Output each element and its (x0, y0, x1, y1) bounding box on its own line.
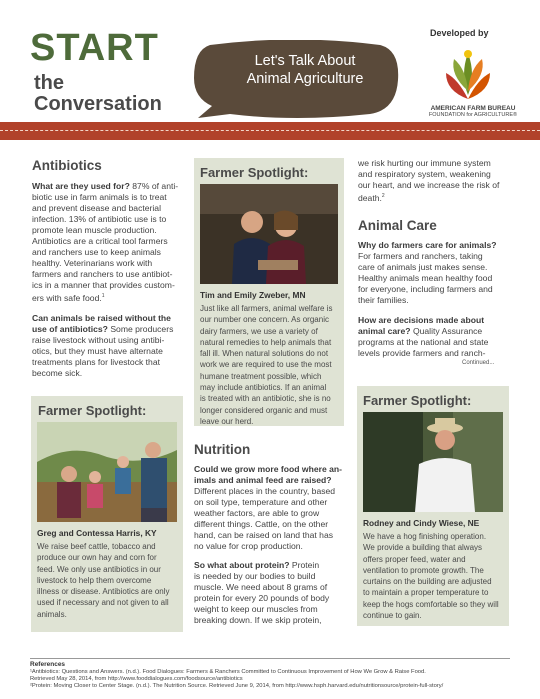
animal-care-q2: How are decisions made about (358, 315, 485, 325)
antibiotics-q1: What are they used for? (32, 181, 130, 191)
conversation-title: Conversation (34, 93, 162, 115)
animal-care-text: Why do farmers care for animals? For farmers and ranchers, taking care of animals just makes sense. Healthy animals mean healthy food for everyone, including farmers and their families. How are decisions made about animal care? Quality Assurance programs at the national and state levels provide farmers and ranch- (358, 240, 518, 359)
harris-family-photo (37, 422, 177, 522)
developed-by-label: Developed by (430, 28, 489, 38)
references-list: ¹Antibiotics: Questions and Answers. (n.d.). Food Dialogues: Farmers & Ranchers Committed to Continuous Improvement of How We Grow & Raise Food. Retrieved May 28, 2014, from http://www.fooddialogues.com/foodsource/antibiotics ²Protein: Moving Closer to Center Stage. (n.d.). The Nutrition Source. Retrieved June 9, 2014, from http://www.hsph.harvard.edu/nutritionsource/protein-full-story/ (30, 669, 444, 689)
antibiotics-q2: Can animals be raised without the (32, 312, 171, 323)
nutrition-q1-line2: imals and animal feed are raised? (194, 475, 332, 485)
zweber-family-photo (200, 184, 338, 284)
nutrition-text: Could we grow more food where an- imals and animal feed are raised? Different places in the country, based on soil type, temperature and other weather factors, are able to grow different things. Cattle, on the other hand, can be raised on land that has no value for crop production. So what about protein? Protein is needed by our bodies to build muscle. We need about 8 grams of protein for every 20 pounds of body weight to keep our muscles from breaking down. If we skip protein, (194, 464, 346, 626)
spotlight-wiese-text: We have a hog finishing operation. We provide a building that always offers proper feed, water and ventilation to promote growth. The curtains on the building are adjusted to maintain a proper temperature to keep the hogs comfortable so they will continue to gain. (363, 532, 499, 621)
spotlight-zweber-text: Just like all farmers, animal welfare is our number one concern. As organic dairy farmers, we use a variety of natural remedies to help animals that fall ill. When natural solutions do not work we are required to use the most humane treatment possible, which may include antibiotics. If an animal is treated with an antibiotic, she is no longer considered organic and must leave our herd. (200, 304, 333, 426)
start-title: START (30, 27, 159, 69)
bubble-line-2: Animal Agriculture (246, 71, 364, 87)
spotlight-harris-title: Farmer Spotlight: (38, 403, 147, 418)
antibiotics-text: What are they used for? 87% of anti- biotic use in farm animals is to treat and prevent disease and bacterial infection. 13% of antibiotic use is to promote lean muscle production. Antibiotics are a critical tool farmers and ranchers use to keep animals healthy. Veterinarians work with farmers and ranchers to use antibiot- ics in a manner that provides custom- ers with safe food.$^1$ Can animals be raised without the use of antibiotics? Some producers raise livestock without using antibi- otics, but they must have alternate treatments plans for livestock that become sick. (32, 181, 182, 379)
nutrition-q2: So what about protein? (194, 560, 290, 570)
antibiotics-heading: Antibiotics (32, 158, 102, 173)
spotlight-harris-text: We raise beef cattle, tobacco and produce our own hay and corn for feed. We only use antibiotics in our livestock to help them overcome illness or disease. Antibiotics are only used if necessary and not given to all animals. (37, 542, 170, 619)
spotlight-wiese-caption: Rodney and Cindy Wiese, NE (363, 518, 480, 528)
wiese-farmer-photo (363, 412, 503, 512)
spotlight-wiese-title: Farmer Spotlight: (363, 393, 472, 408)
header-band-stitch (0, 130, 540, 131)
farm-bureau-logo-icon (440, 45, 496, 101)
spotlight-harris-caption: Greg and Contessa Harris, KY (37, 528, 157, 538)
references-heading: References (30, 661, 66, 668)
the-title: the (34, 72, 64, 94)
header-band (0, 122, 540, 140)
nutrition-heading: Nutrition (194, 442, 251, 457)
bubble-text (220, 52, 390, 88)
bubble-line-1: Let's Talk About (254, 53, 356, 69)
animal-care-heading: Animal Care (358, 218, 437, 233)
protein-continued-text: we risk hurting our immune system and respiratory system, weakening our heart, and we increase the risk of death.$^2$ (358, 158, 500, 203)
references-divider (30, 658, 510, 659)
logo-org-text: AMERICAN FARM BUREAU (430, 105, 516, 112)
logo-sub-text: FOUNDATION for AGRICULTURE® (428, 112, 518, 118)
spotlight-zweber-caption: Tim and Emily Zweber, MN (200, 290, 306, 300)
continued-label: Continued... (462, 360, 495, 366)
animal-care-q1: Why do farmers care for animals? (358, 240, 497, 250)
nutrition-q1-line1: Could we grow more food where an- (194, 464, 343, 474)
spotlight-zweber-title: Farmer Spotlight: (200, 165, 309, 180)
